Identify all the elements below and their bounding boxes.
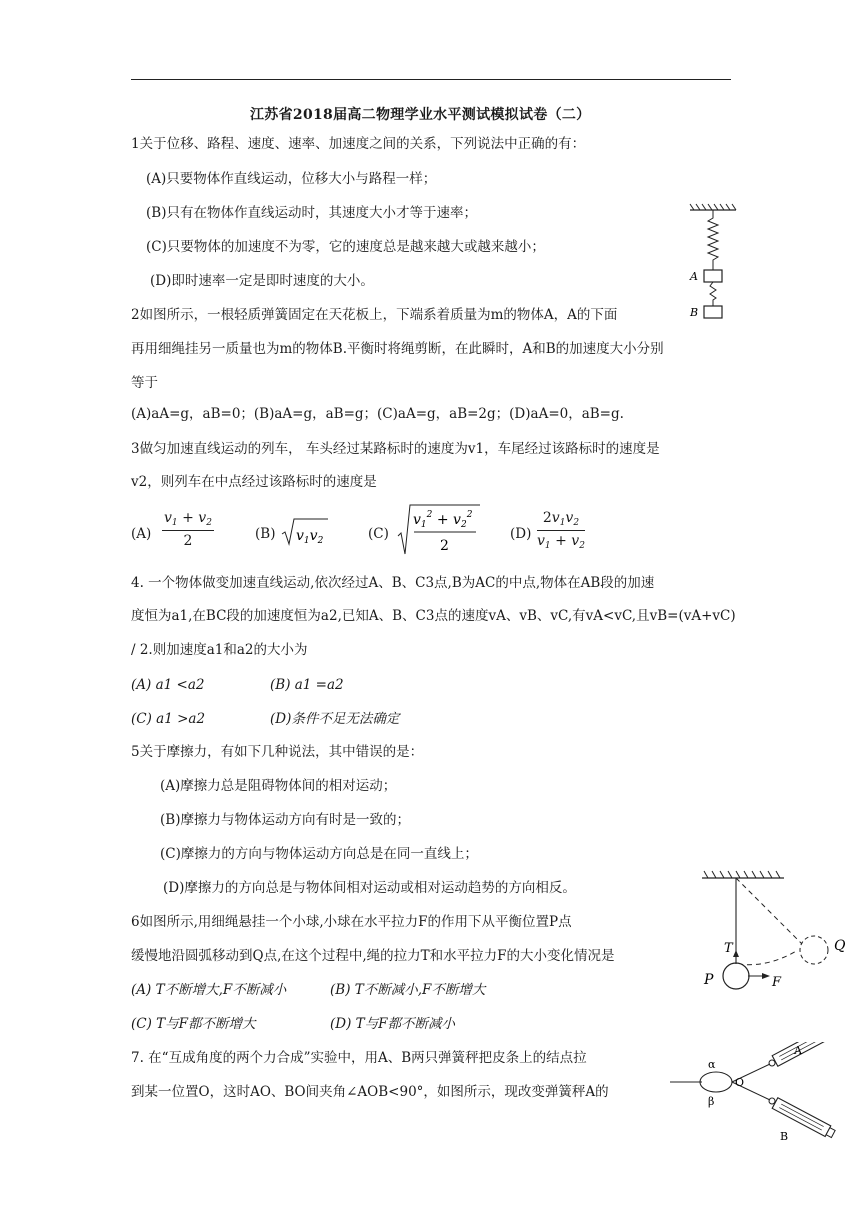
header-rule [131,79,731,80]
alpha-label: α [708,1058,716,1071]
q6-option-c: (C) T与F都不断增大 [131,1016,256,1032]
q1-stem: 1关于位移、路程、速度、速率、加速度之间的关系，下列说法中正确的有： [131,136,586,152]
q4-option-b: (B) a1 =a2 [270,677,344,693]
q5-option-d: (D)摩擦力的方向总是与物体间相对运动或相对运动趋势的方向相反。 [163,880,576,896]
q4-option-a: (A) a1 <a2 [131,677,205,693]
q5-stem: 5关于摩擦力，有如下几种说法，其中错误的是： [131,744,424,760]
q3-option-d-formula: $\frac{2v_1v_2}{v_1 + v_2}$ [537,510,585,551]
q6-option-d: (D) T与F都不断减小 [330,1016,456,1032]
point-q-label: Q [834,938,846,954]
q5-option-c: (C)摩擦力的方向与物体运动方向总是在同一直线上； [160,846,478,862]
q7-line-2: 到某一位置O，这时AO、BO间夹角∠AOB<90°，如图所示，现改变弹簧秤A的 [131,1084,609,1100]
page-title: 江苏省2018届高二物理学业水平测试模拟试卷（二） [250,107,591,123]
q4-line-3: / 2.则加速度a1和a2的大小为 [131,642,308,658]
svg-text:v12 + v22: $v_1^2 + v_2^2$ [413,510,473,530]
point-p-label: P [704,972,714,988]
q3-label-c: (C) [368,526,389,542]
q3-label-b: (B) [255,526,276,542]
q3-label-d: (D) [510,526,532,542]
q3-option-a-formula: $\frac{v_1 + v_2}{2}$ [164,510,212,549]
q1-option-a: (A)只要物体作直线运动，位移大小与路程一样； [146,171,437,187]
q2-options: (A)aA=g，aB=0；(B)aA=g，aB=g；(C)aA=g，aB=2g；(D)aA=0，aB=g. [131,406,624,422]
q5-option-a: (A)摩擦力总是阻碍物体间的相对运动； [160,778,397,794]
q6-line-2: 缓慢地沿圆弧移动到Q点,在这个过程中,绳的拉力T和水平拉力F的大小变化情况是 [131,948,615,964]
svg-text:v1v2: $v_1v_2$ [296,528,324,546]
q2-line-3: 等于 [131,375,158,391]
q6-option-a: (A) T不断增大,F不断减小 [131,982,287,998]
q3-option-b-formula [280,516,330,548]
q4-line-1: 4. 一个物体做变加速直线运动,依次经过A、B、C3点,B为AC的中点,物体在AB段的加速 [131,575,655,591]
balance-a-label: A [794,1044,802,1057]
q4-option-c: (C) a1 >a2 [131,711,206,727]
balance-b-label: B [780,1130,789,1143]
q6-option-b: (B) T不断减小,F不断增大 [330,982,486,998]
q3-label-a: (A) [131,526,152,542]
block-b-label: B [690,306,699,319]
q1-option-b: (B)只有在物体作直线运动时，其速度大小才等于速率； [146,205,477,221]
beta-label: β [708,1095,715,1108]
q1-option-c: (C)只要物体的加速度不为零，它的速度总是越来越大或越来越小； [146,239,545,255]
q3-line-2: v2，则列车在中点经过该路标时的速度是 [131,474,377,490]
q7-line-1: 7. 在“互成角度的两个力合成”实验中，用A、B两只弹簧秤把皮条上的结点拉 [131,1050,587,1066]
svg-text:2: 2 [440,538,449,554]
block-a-label: A [690,270,698,283]
q4-option-d: (D)条件不足无法确定 [270,711,400,727]
q3-option-c-formula [396,502,482,558]
q1-option-d: (D)即时速率一定是即时速度的大小。 [150,273,374,289]
q6-line-1: 6如图所示,用细绳悬挂一个小球,小球在水平拉力F的作用下从平衡位置P点 [131,914,572,930]
force-f-label: F [772,975,782,990]
spring-balance-figure [668,1042,848,1148]
q3-line-1: 3做匀加速直线运动的列车， 车头经过某路标时的速度为v1，车尾经过该路标时的速度是 [131,441,660,457]
q4-line-2: 度恒为a1,在BC段的加速度恒为a2,已知A、B、C3点的速度vA、vB、vC,有vA<vC,且vB=(vA+vC) [131,608,736,624]
q5-option-b: (B)摩擦力与物体运动方向有时是一致的； [160,812,410,828]
point-o-label: O [735,1076,745,1089]
pendulum-figure [698,868,854,998]
spring-figure [686,200,746,324]
tension-label: T [724,941,733,956]
q2-line-2: 再用细绳挂另一质量也为m的物体B.平衡时将绳剪断，在此瞬时，A和B的加速度大小分别 [131,341,664,357]
q2-line-1: 2如图所示，一根轻质弹簧固定在天花板上，下端系着质量为m的物体A，A的下面 [131,307,618,323]
